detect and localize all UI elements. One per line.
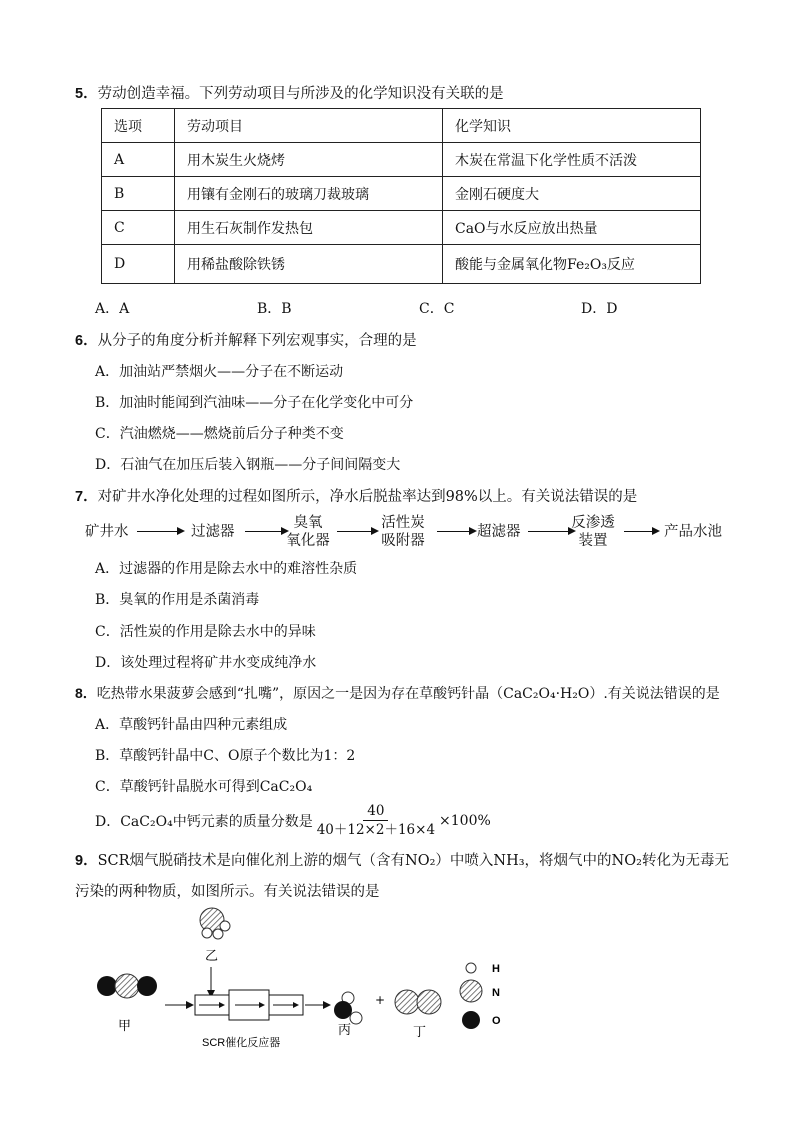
q8-option-a: A．草酸钙针晶由四种元素组成 xyxy=(95,717,288,733)
table-header-row xyxy=(102,109,701,143)
table-cell: D xyxy=(102,245,175,284)
q8-option-b: B．草酸钙针晶中C、O原子个数比为1：2 xyxy=(95,748,356,764)
flow-node-ozone xyxy=(284,514,332,550)
q5-option-d: D．D xyxy=(581,301,618,317)
q9-stem-line2: 污染的两种物质，如图所示。有关说法错误的是 xyxy=(75,884,380,900)
table-row xyxy=(102,245,701,284)
q7-number: 7． xyxy=(75,489,98,505)
q8-stem-line xyxy=(75,683,720,703)
q9-stem-line1 xyxy=(75,849,729,870)
table-cell: 用木炭生火烧烤 xyxy=(175,143,443,177)
molecule-ding xyxy=(395,990,441,1014)
molecule-jia xyxy=(97,974,157,998)
flow-node-ro xyxy=(567,514,619,550)
table-cell: B xyxy=(102,177,175,211)
scr-reactor xyxy=(195,990,303,1020)
q7-option-d: D．该处理过程将矿井水变成纯净水 xyxy=(95,655,317,671)
legend-h: H xyxy=(492,963,500,975)
flow-node-ro-line1: 反渗透 xyxy=(571,515,615,531)
table-cell: 用镶有金刚石的玻璃刀裁玻璃 xyxy=(175,177,443,211)
q5-stem: 劳动创造幸福。下列劳动项目与所涉及的化学知识没有关联的是 xyxy=(97,86,504,102)
flow-arrow-in-head xyxy=(186,1001,194,1009)
q6-number: 6． xyxy=(75,333,98,349)
flow-node-ozone-line1: 臭氧 xyxy=(293,515,323,531)
table-row xyxy=(102,177,701,211)
q5-number: 5． xyxy=(75,86,98,102)
table-cell: 金刚石硬度大 xyxy=(443,177,701,211)
flow-arrow xyxy=(337,531,377,532)
flow-node-mine-water: 矿井水 xyxy=(85,524,129,540)
table-cell: 酸能与金属氧化物Fe₂O₃反应 xyxy=(443,245,701,284)
table-cell: 木炭在常温下化学性质不活泼 xyxy=(443,143,701,177)
table-cell: C xyxy=(102,211,175,245)
fraction-numerator: 40 xyxy=(363,802,388,821)
table-row xyxy=(102,211,701,245)
q7-flow-diagram xyxy=(80,514,740,554)
q9-reaction-diagram xyxy=(85,900,545,1060)
label-jia: 甲 xyxy=(118,1019,132,1034)
flow-arrow xyxy=(624,531,658,532)
q8-fraction xyxy=(315,802,437,839)
q7-option-b: B．臭氧的作用是杀菌消毒 xyxy=(95,592,260,608)
q6-option-d: D．石油气在加压后装入钢瓶——分子间间隔变大 xyxy=(95,457,401,473)
q6-stem: 从分子的角度分析并解释下列宏观事实，合理的是 xyxy=(97,333,417,349)
molecule-yi xyxy=(200,908,230,939)
atom-legend xyxy=(460,963,501,1029)
legend-o: O xyxy=(492,1015,501,1027)
label-yi: 乙 xyxy=(205,949,219,964)
flow-arrow xyxy=(437,531,475,532)
q5-option-c: C．C xyxy=(419,301,455,317)
table-header-cell: 劳动项目 xyxy=(175,109,443,143)
q6-option-a: A．加油站严禁烟火——分子在不断运动 xyxy=(95,364,344,380)
q5-option-b: B．B xyxy=(257,301,292,317)
q5-option-a: A．A xyxy=(95,301,130,317)
fraction-denominator: 40＋12×2＋16×4 xyxy=(316,822,436,838)
flow-node-product-pool: 产品水池 xyxy=(664,524,722,540)
flow-arrow xyxy=(137,531,183,532)
q6-option-c: C．汽油燃烧——燃烧前后分子种类不变 xyxy=(95,426,344,442)
table-cell: A xyxy=(102,143,175,177)
table-cell: 用稀盐酸除铁锈 xyxy=(175,245,443,284)
q8-option-d-suffix: ×100% xyxy=(439,812,491,829)
q6-option-b: B．加油时能闻到汽油味——分子在化学变化中可分 xyxy=(95,395,414,411)
plus-sign: + xyxy=(375,993,386,1007)
q9-stem-1: SCR烟气脱硝技术是向催化剂上游的烟气（含有NO₂）中喷入NH₃，将烟气中的NO₂转化为无毒无 xyxy=(97,853,729,869)
table-row xyxy=(102,143,701,177)
flow-node-carbon-line1: 活性炭 xyxy=(381,515,425,531)
q7-option-a: A．过滤器的作用是除去水中的难溶性杂质 xyxy=(95,561,358,577)
q5-table xyxy=(101,108,701,284)
table-cell: 用生石灰制作发热包 xyxy=(175,211,443,245)
flow-node-ozone-line2: 氧化器 xyxy=(286,533,330,549)
q7-stem-line xyxy=(75,485,637,506)
molecule-bing xyxy=(334,992,362,1024)
q9-number: 9． xyxy=(75,853,98,869)
q6-stem-line xyxy=(75,329,417,350)
q8-option-d xyxy=(95,802,491,839)
q8-option-c: C．草酸钙针晶脱水可得到CaC₂O₄ xyxy=(95,779,313,795)
q7-option-c: C．活性炭的作用是除去水中的异味 xyxy=(95,624,316,640)
q8-stem: 吃热带水果菠萝会感到“扎嘴”，原因之一是因为存在草酸钙针晶（CaC₂O₄·H₂O）.有关说法错误的是 xyxy=(96,686,720,702)
legend-n: N xyxy=(492,987,500,999)
flow-node-filter: 过滤器 xyxy=(191,524,235,540)
q8-number: 8． xyxy=(75,685,97,701)
flow-node-carbon-line2: 吸附器 xyxy=(381,533,425,549)
q8-option-d-prefix: D．CaC₂O₄中钙元素的质量分数是 xyxy=(95,813,313,830)
label-bing: 丙 xyxy=(338,1023,352,1038)
q5-stem-line xyxy=(75,82,504,103)
table-cell: CaO与水反应放出热量 xyxy=(443,211,701,245)
table-header-cell: 选项 xyxy=(102,109,175,143)
q7-stem: 对矿井水净化处理的过程如图所示，净水后脱盐率达到98%以上。有关说法错误的是 xyxy=(97,489,638,505)
flow-arrow xyxy=(245,531,287,532)
flow-arrow-out-head xyxy=(323,1001,331,1009)
flow-node-ro-line2: 装置 xyxy=(578,533,608,549)
label-ding: 丁 xyxy=(413,1025,427,1040)
table-header-cell: 化学知识 xyxy=(443,109,701,143)
flow-node-carbon xyxy=(377,514,429,550)
flow-node-ultrafilter: 超滤器 xyxy=(477,524,521,540)
label-reactor: SCR催化反应器 xyxy=(202,1037,281,1049)
